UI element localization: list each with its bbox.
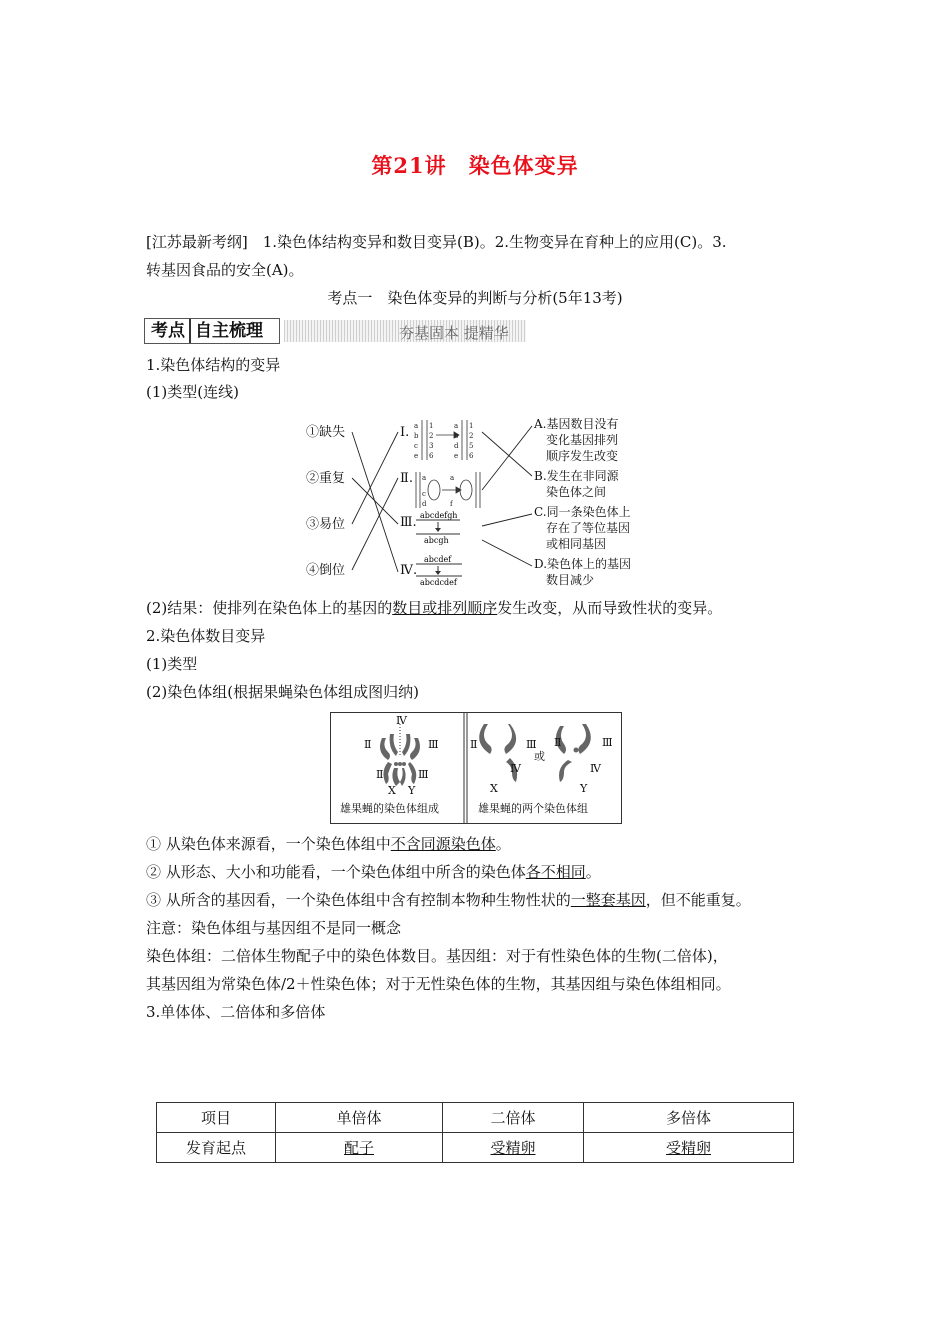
label-iv-top: Ⅳ: [396, 714, 407, 727]
fruit-fly-chromosome-figure: [330, 712, 622, 824]
svg-text:b: b: [414, 432, 419, 440]
roman-3: Ⅲ.: [400, 515, 417, 530]
table-cell: 发育起点: [157, 1133, 276, 1163]
label-y-left: Y: [408, 784, 416, 797]
right-item-c-3: 或相同基因: [546, 537, 607, 551]
svg-text:1: 1: [469, 422, 474, 430]
label-or: 或: [534, 750, 545, 763]
matching-lines: [352, 426, 532, 572]
label-ii-2: Ⅱ: [376, 768, 384, 781]
iii-top-label: abcdefgh: [420, 511, 458, 520]
table-header: 多倍体: [584, 1103, 794, 1133]
label-iv-r1: Ⅳ: [510, 762, 521, 775]
label-iii: Ⅲ: [428, 738, 439, 751]
s1-heading: 1.染色体结构的变异: [146, 356, 281, 374]
svg-text:b: b: [454, 432, 459, 440]
structure-variation-diagram: [300, 410, 650, 590]
right-item-b-2: 染色体之间: [546, 485, 607, 499]
svg-text:5: 5: [469, 442, 474, 450]
section-title: 考点一 染色体变异的判断与分析(5年13考): [327, 289, 623, 307]
roman-4: Ⅳ.: [400, 563, 418, 578]
right-item-a-3: 顺序发生改变: [546, 449, 619, 463]
point-3-answer: 一整套基因: [570, 891, 646, 909]
svg-text:c: c: [414, 442, 418, 450]
s2-sub1: (1)类型: [146, 655, 198, 673]
svg-text:2: 2: [469, 432, 474, 440]
table-cell: [584, 1133, 794, 1163]
svg-text:e: e: [454, 452, 459, 460]
right-item-a-2: 变化基因排列: [546, 433, 619, 447]
label-x-left: X: [388, 784, 396, 797]
point-3-prefix: ③ 从所含的基因看，一个染色体组中含有控制本物种生物性状的: [146, 891, 571, 909]
s3-heading: 3.单体体、二倍体和多倍体: [146, 1003, 326, 1021]
s1-sub1: (1)类型(连线): [146, 383, 239, 401]
right-item-d-1: D.染色体上的基因: [534, 557, 632, 571]
svg-text:1: 1: [429, 422, 434, 430]
table-cell: [443, 1133, 584, 1163]
label-ii: Ⅱ: [364, 738, 372, 751]
page-title: 第21讲 染色体变异: [371, 153, 579, 178]
syllabus-line-1: [江苏最新考纲] 1.染色体结构变异和数目变异(B)。2.生物变异在育种上的应用(C)。3.: [146, 233, 727, 251]
label-x-right: X: [490, 782, 498, 795]
label-iii-2: Ⅲ: [418, 768, 429, 781]
svg-text:6: 6: [469, 452, 474, 460]
roman-2: Ⅱ.: [400, 471, 413, 486]
point-3: [146, 890, 751, 910]
left-item-3: ③易位: [306, 517, 346, 532]
label-iii-r1: Ⅲ: [526, 738, 537, 751]
left-item-1: ①缺失: [306, 425, 346, 440]
s2-heading: 2.染色体数目变异: [146, 627, 266, 645]
table-header: 单倍体: [276, 1103, 443, 1133]
left-item-2: ②重复: [306, 471, 346, 486]
syllabus-line-2: 转基因食品的安全(A)。: [146, 261, 304, 279]
banner-slogan: 夯基固本 提精华: [399, 324, 509, 342]
table-header: 项目: [157, 1103, 276, 1133]
left-caption: 雄果蝇的染色体组成: [340, 802, 439, 815]
svg-text:d: d: [422, 500, 427, 508]
svg-text:e: e: [414, 452, 419, 460]
right-item-b-1: B.发生在非同源: [534, 469, 619, 483]
s1-result: [146, 598, 722, 618]
table-answer: 配子: [343, 1139, 374, 1157]
table-header: 二倍体: [443, 1103, 584, 1133]
svg-text:2: 2: [429, 432, 434, 440]
svg-text:d: d: [454, 442, 459, 450]
point-1: [146, 834, 511, 854]
label-ii-r2: Ⅱ: [554, 736, 562, 749]
explain-2: 其基因组为常染色体/2＋性染色体；对于无性染色体的生物，其基因组与染色体组相同。: [146, 975, 731, 993]
right-item-c-1: C.同一条染色体上: [534, 505, 631, 519]
svg-text:a: a: [422, 474, 427, 482]
point-1-answer: 不含同源染色体: [390, 835, 496, 853]
point-1-prefix: ① 从染色体来源看，一个染色体组中: [146, 835, 391, 853]
svg-text:a: a: [454, 422, 459, 430]
point-2-prefix: ② 从形态、大小和功能看，一个染色体组中所含的染色体: [146, 863, 526, 881]
svg-text:3: 3: [429, 442, 434, 450]
iv-top-label: abcdef: [424, 555, 452, 564]
s1-result-suffix: 发生改变，从而导致性状的变异。: [497, 599, 723, 617]
s2-sub2: (2)染色体组(根据果蝇染色体组成图归纳): [146, 683, 419, 701]
svg-text:c: c: [422, 490, 426, 498]
banner-tag-2: 自主梳理: [189, 319, 263, 343]
table-cell: [276, 1133, 443, 1163]
section-banner: [144, 318, 526, 344]
point-2-suffix: 。: [585, 863, 601, 881]
label-iii-r2: Ⅲ: [602, 736, 613, 749]
svg-text:a: a: [414, 422, 419, 430]
s1-result-answer: 数目或排列顺序: [392, 599, 498, 617]
explain-1: 染色体组：二倍体生物配子中的染色体数目。基因组：对于有性染色体的生物(二倍体)，: [146, 947, 728, 965]
chromosome-sketch-4: [416, 555, 462, 587]
table-header-row: [157, 1103, 794, 1133]
svg-text:6: 6: [429, 452, 434, 460]
point-2-answer: 各不相同: [525, 863, 586, 881]
point-3-suffix: ，但不能重复。: [645, 891, 751, 909]
chromosome-sketch-3: [416, 511, 460, 545]
iii-bottom-label: abcgh: [424, 536, 449, 545]
s1-result-prefix: (2)结果：使排列在染色体上的基因的: [146, 599, 393, 617]
right-caption: 雄果蝇的两个染色体组: [478, 802, 588, 815]
table-answer: 受精卵: [665, 1139, 711, 1157]
right-item-c-2: 存在了等位基因: [546, 521, 631, 535]
note: 注意：染色体组与基因组不是同一概念: [146, 919, 402, 937]
table-answer: 受精卵: [490, 1139, 536, 1157]
label-y-right: Y: [580, 782, 588, 795]
banner-strip: [284, 320, 526, 342]
roman-1: Ⅰ.: [400, 425, 410, 440]
point-1-suffix: 。: [495, 835, 511, 853]
ploidy-table: [156, 1102, 794, 1163]
svg-text:a: a: [450, 474, 455, 482]
right-item-a-1: A.基因数目没有: [534, 417, 619, 431]
svg-text:f: f: [450, 500, 453, 508]
banner-tag-1: 考点: [151, 321, 185, 341]
label-ii-r1: Ⅱ: [470, 738, 478, 751]
label-iv-r2: Ⅳ: [590, 762, 601, 775]
point-2: [146, 862, 601, 882]
right-item-d-2: 数目减少: [546, 573, 595, 587]
iv-bottom-label: abcdcdef: [420, 578, 457, 587]
left-item-4: ④倒位: [306, 563, 346, 578]
banner-tag: [144, 318, 280, 344]
table-row: [157, 1133, 794, 1163]
